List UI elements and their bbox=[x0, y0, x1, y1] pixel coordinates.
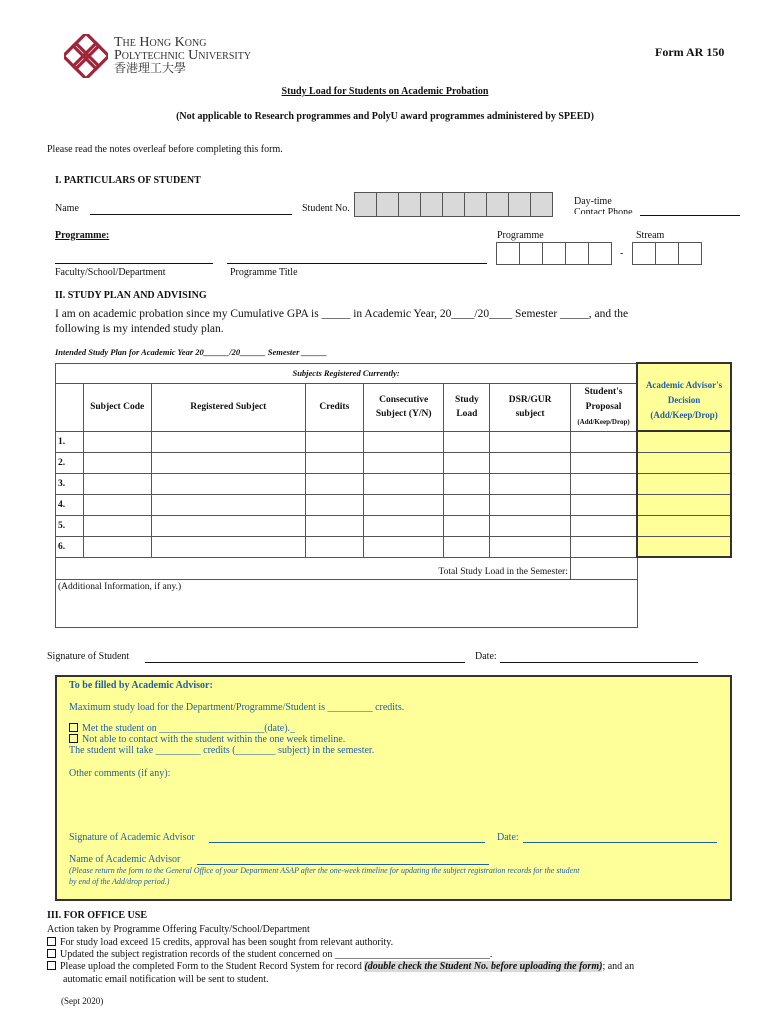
office-item-3-tail: ; and an bbox=[602, 961, 635, 972]
checkbox-icon[interactable] bbox=[47, 949, 56, 958]
advisor-other-comments: Other comments (if any): bbox=[69, 768, 171, 779]
subject-code-cell[interactable] bbox=[83, 494, 151, 515]
student-no-box[interactable] bbox=[443, 193, 465, 216]
credits-cell[interactable] bbox=[305, 536, 363, 557]
dsr-gur-header: DSR/GUR subject bbox=[490, 383, 571, 431]
consecutive-cell[interactable] bbox=[363, 473, 444, 494]
office-item-3-emphasis: (double check the Student No. before uploading the form) bbox=[364, 961, 603, 972]
advisor-decision-cell[interactable] bbox=[637, 494, 731, 515]
dsr-gur-cell[interactable] bbox=[490, 452, 571, 473]
proposal-cell[interactable] bbox=[570, 452, 637, 473]
advisor-not-able-label: Not able to contact with the student within the one week timeline. bbox=[82, 734, 346, 745]
action-taken-label: Action taken by Programme Offering Faculty/School/Department bbox=[47, 924, 310, 935]
office-item-3[interactable] bbox=[47, 961, 634, 972]
advisor-date-label: Date: bbox=[497, 832, 519, 843]
stream-boxes[interactable] bbox=[632, 242, 702, 265]
faculty-field[interactable] bbox=[55, 250, 213, 264]
advisor-decision-label: Academic Advisor's Decision bbox=[645, 380, 723, 405]
name-label: Name bbox=[55, 203, 79, 214]
stream-box[interactable] bbox=[633, 243, 656, 264]
student-no-box[interactable] bbox=[421, 193, 443, 216]
student-no-box[interactable] bbox=[399, 193, 421, 216]
programme-code-box[interactable] bbox=[520, 243, 543, 264]
student-no-box[interactable] bbox=[377, 193, 399, 216]
row-number: 2. bbox=[56, 452, 84, 473]
registered-subject-header: Registered Subject bbox=[151, 383, 305, 431]
programme-code-box[interactable] bbox=[566, 243, 589, 264]
office-item-1-label: For study load exceed 15 credits, approval has been sought from relevant authority. bbox=[60, 937, 394, 948]
dsr-gur-cell[interactable] bbox=[490, 536, 571, 557]
contact-phone-field[interactable] bbox=[640, 203, 740, 216]
subjects-registered-header: Subjects Registered Currently: bbox=[56, 363, 638, 383]
subject-code-cell[interactable] bbox=[83, 536, 151, 557]
programme-code-box[interactable] bbox=[497, 243, 520, 264]
student-signature-field[interactable] bbox=[145, 650, 465, 663]
study-load-cell[interactable] bbox=[444, 452, 490, 473]
intro-note: Please read the notes overleaf before completing this form. bbox=[47, 144, 283, 155]
office-item-2-label: Updated the subject registration records of the student concerned on _______________________________. bbox=[60, 949, 493, 960]
checkbox-icon[interactable] bbox=[47, 961, 56, 970]
advisor-decision-cell[interactable] bbox=[637, 473, 731, 494]
probation-statement-line2: following is my intended study plan. bbox=[55, 323, 224, 335]
registered-subject-cell[interactable] bbox=[151, 431, 305, 452]
consecutive-cell[interactable] bbox=[363, 452, 444, 473]
dsr-gur-cell[interactable] bbox=[490, 431, 571, 452]
polyu-logo-icon bbox=[64, 34, 108, 78]
advisor-signature-label: Signature of Academic Advisor bbox=[69, 832, 195, 843]
stream-box[interactable] bbox=[656, 243, 679, 264]
proposal-cell[interactable] bbox=[570, 494, 637, 515]
registered-subject-cell[interactable] bbox=[151, 536, 305, 557]
table-spacer bbox=[637, 579, 731, 627]
student-no-box[interactable] bbox=[531, 193, 552, 216]
advisor-will-take[interactable]: The student will take _________ credits (________ subject) in the semester. bbox=[69, 745, 375, 756]
study-load-cell[interactable] bbox=[444, 431, 490, 452]
office-item-3-label: Please upload the completed Form to the Student Record System for record bbox=[60, 961, 365, 972]
registered-subject-cell[interactable] bbox=[151, 494, 305, 515]
plan-caption: Intended Study Plan for Academic Year 20______/20______ Semester ______ bbox=[55, 347, 327, 357]
credits-cell[interactable] bbox=[305, 431, 363, 452]
advisor-decision-hint: (Add/Keep/Drop) bbox=[650, 410, 718, 420]
row-number-header bbox=[56, 383, 84, 431]
dsr-gur-cell[interactable] bbox=[490, 473, 571, 494]
checkbox-icon[interactable] bbox=[47, 937, 56, 946]
subject-code-header: Subject Code bbox=[83, 383, 151, 431]
dsr-gur-cell[interactable] bbox=[490, 515, 571, 536]
advisor-heading: To be filled by Academic Advisor: bbox=[69, 680, 213, 691]
consecutive-cell[interactable] bbox=[363, 536, 444, 557]
programme-code-label: Programme bbox=[497, 230, 544, 241]
programme-title-field[interactable] bbox=[227, 250, 487, 264]
student-proposal-header bbox=[570, 383, 637, 431]
row-number: 4. bbox=[56, 494, 84, 515]
study-load-cell[interactable] bbox=[444, 515, 490, 536]
row-number: 1. bbox=[56, 431, 84, 452]
row-number: 5. bbox=[56, 515, 84, 536]
daytime-label-line1: Day-time bbox=[574, 196, 612, 207]
proposal-cell[interactable] bbox=[570, 431, 637, 452]
advisor-name-label: Name of Academic Advisor bbox=[69, 854, 181, 865]
student-signature-label: Signature of Student bbox=[47, 651, 130, 662]
form-number: Form AR 150 bbox=[655, 45, 725, 59]
credits-cell[interactable] bbox=[305, 452, 363, 473]
advisor-decision-cell[interactable] bbox=[637, 452, 731, 473]
programme-code-boxes[interactable] bbox=[496, 242, 612, 265]
advisor-decision-cell[interactable] bbox=[637, 431, 731, 452]
study-load-header: Study Load bbox=[444, 383, 490, 431]
study-load-cell[interactable] bbox=[444, 494, 490, 515]
probation-statement-line1: I am on academic probation since my Cumulative GPA is _____ in Academic Year, 20____/20____ Semester _____, and the bbox=[55, 308, 629, 320]
form-version: (Sept 2020) bbox=[61, 996, 104, 1006]
advisor-decision-cell[interactable] bbox=[637, 536, 731, 557]
advisor-met-option[interactable] bbox=[69, 723, 295, 734]
registered-subject-cell[interactable] bbox=[151, 515, 305, 536]
credits-cell[interactable] bbox=[305, 494, 363, 515]
advisor-note-line2: by end of the Add/drop period.) bbox=[69, 877, 170, 886]
student-no-box[interactable] bbox=[509, 193, 531, 216]
form-title: Study Load for Students on Academic Probation bbox=[281, 86, 489, 97]
advisor-date-field[interactable] bbox=[523, 830, 717, 843]
student-date-field[interactable] bbox=[500, 650, 698, 663]
advisor-signature-field[interactable] bbox=[209, 830, 485, 843]
registered-subject-cell[interactable] bbox=[151, 452, 305, 473]
office-item-3-line2: automatic email notification will be sent to student. bbox=[63, 974, 269, 985]
total-load-cell[interactable] bbox=[570, 557, 637, 579]
form-subtitle: (Not applicable to Research programmes and PolyU award programmes administered by SPEED) bbox=[176, 111, 594, 122]
advisor-met-label: Met the student on _____________________(date)._ bbox=[82, 723, 296, 734]
student-proposal-label: Student's Proposal bbox=[584, 386, 623, 412]
student-no-boxes[interactable] bbox=[354, 192, 553, 217]
consecutive-cell[interactable] bbox=[363, 494, 444, 515]
stream-label: Stream bbox=[636, 230, 665, 241]
name-field[interactable] bbox=[90, 201, 292, 215]
programme-title-label: Programme Title bbox=[230, 267, 298, 278]
university-name-line2: Polytechnic University bbox=[114, 48, 252, 63]
programme-dash: - bbox=[620, 248, 624, 259]
credits-cell[interactable] bbox=[305, 515, 363, 536]
subject-code-cell[interactable] bbox=[83, 431, 151, 452]
student-proposal-hint: (Add/Keep/Drop) bbox=[577, 417, 630, 426]
programme-code-box[interactable] bbox=[543, 243, 566, 264]
proposal-cell[interactable] bbox=[570, 536, 637, 557]
section1-heading: I. PARTICULARS OF STUDENT bbox=[55, 175, 201, 186]
office-item-1[interactable] bbox=[47, 937, 393, 948]
study-plan-table bbox=[55, 362, 732, 628]
proposal-cell[interactable] bbox=[570, 473, 637, 494]
consecutive-header: Consecutive Subject (Y/N) bbox=[363, 383, 444, 431]
advisor-max-load[interactable]: Maximum study load for the Department/Programme/Student is _________ credits. bbox=[69, 702, 405, 713]
faculty-label: Faculty/School/Department bbox=[55, 267, 166, 278]
registered-subject-cell[interactable] bbox=[151, 473, 305, 494]
programme-code-box[interactable] bbox=[589, 243, 611, 264]
study-load-cell[interactable] bbox=[444, 473, 490, 494]
consecutive-cell[interactable] bbox=[363, 515, 444, 536]
advisor-section bbox=[55, 675, 732, 901]
study-load-cell[interactable] bbox=[444, 536, 490, 557]
dsr-gur-cell[interactable] bbox=[490, 494, 571, 515]
subject-code-cell[interactable] bbox=[83, 515, 151, 536]
section3-heading: III. FOR OFFICE USE bbox=[47, 910, 148, 921]
office-item-2[interactable] bbox=[47, 949, 492, 960]
additional-info-field[interactable]: (Additional Information, if any.) bbox=[56, 579, 638, 627]
checkbox-icon[interactable] bbox=[69, 734, 78, 743]
proposal-cell[interactable] bbox=[570, 515, 637, 536]
student-no-box[interactable] bbox=[465, 193, 487, 216]
advisor-decision-header bbox=[637, 363, 731, 431]
subject-code-cell[interactable] bbox=[83, 473, 151, 494]
row-number: 3. bbox=[56, 473, 84, 494]
advisor-note-line1: (Please return the form to the General Office of your Department ASAP after the one-week timeline for updating the subject registration records for the student bbox=[69, 866, 580, 875]
daytime-label-line2: Contact Phone bbox=[574, 207, 633, 214]
row-number: 6. bbox=[56, 536, 84, 557]
university-name-chinese: 香港理工大學 bbox=[114, 61, 187, 75]
daytime-phone-label bbox=[574, 196, 633, 214]
total-load-label: Total Study Load in the Semester: bbox=[56, 557, 571, 579]
credits-cell[interactable] bbox=[305, 473, 363, 494]
subject-code-cell[interactable] bbox=[83, 452, 151, 473]
advisor-decision-cell[interactable] bbox=[637, 515, 731, 536]
credits-header: Credits bbox=[305, 383, 363, 431]
student-no-box[interactable] bbox=[487, 193, 509, 216]
programme-label: Programme: bbox=[55, 230, 110, 241]
consecutive-cell[interactable] bbox=[363, 431, 444, 452]
section2-heading: II. STUDY PLAN AND ADVISING bbox=[55, 290, 207, 301]
student-no-label: Student No. bbox=[302, 203, 350, 214]
student-no-box[interactable] bbox=[355, 193, 377, 216]
student-date-label: Date: bbox=[475, 651, 497, 662]
table-spacer bbox=[637, 557, 731, 579]
advisor-not-able-option[interactable] bbox=[69, 734, 345, 745]
checkbox-icon[interactable] bbox=[69, 723, 78, 732]
advisor-name-field[interactable] bbox=[197, 852, 489, 865]
university-name-line1: The Hong Kong bbox=[114, 35, 207, 50]
stream-box[interactable] bbox=[679, 243, 701, 264]
